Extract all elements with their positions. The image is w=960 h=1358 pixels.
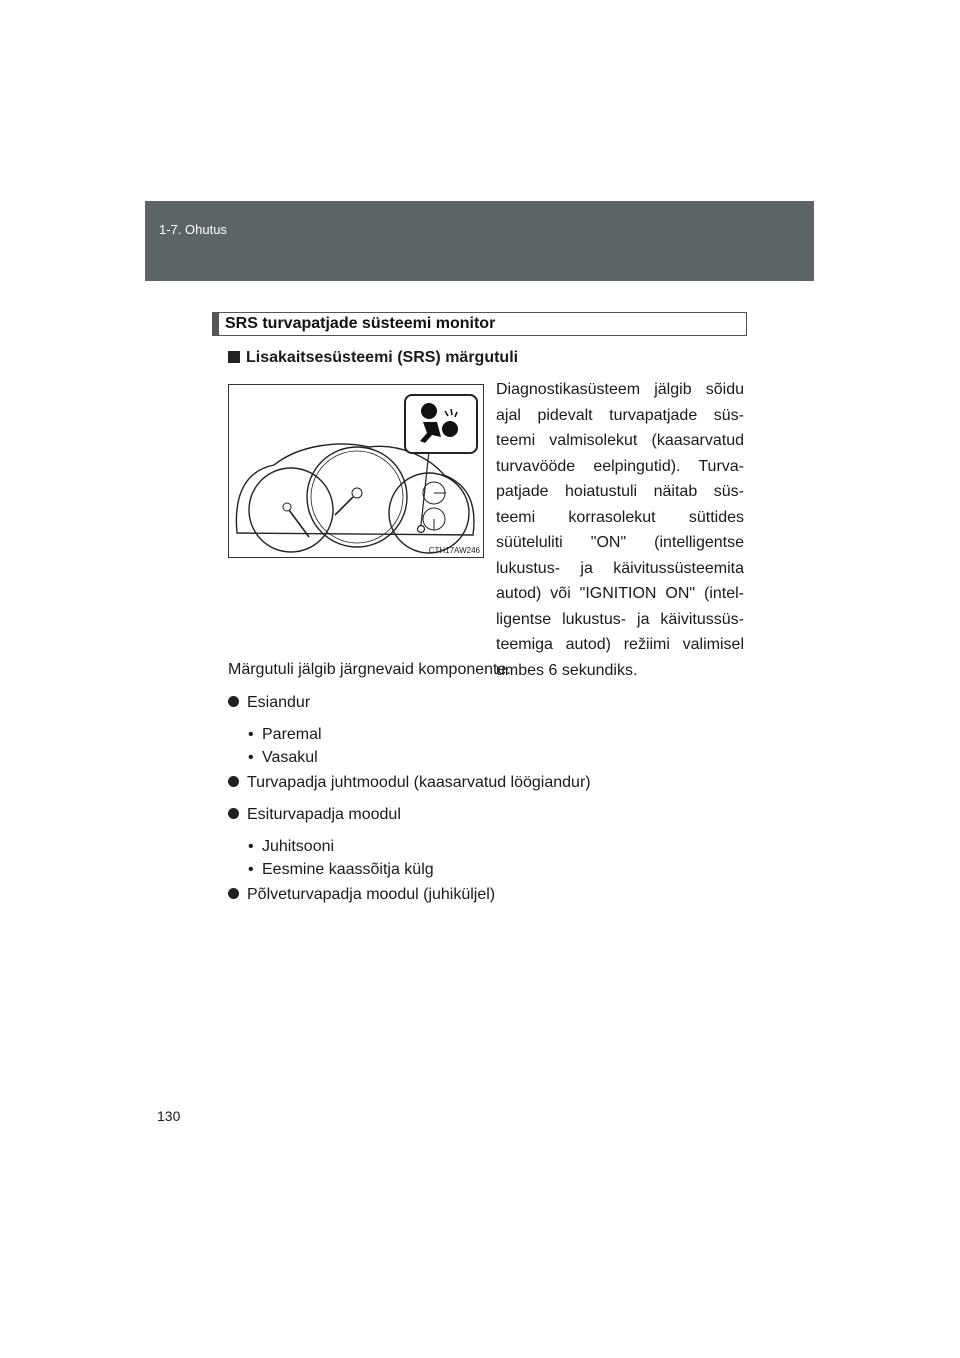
list-item-label: Esiturvapadja moodul — [247, 806, 401, 823]
sub-list-item-label: Juhitsooni — [262, 838, 335, 855]
sub-list-item-label: Paremal — [262, 726, 322, 743]
chapter-label: 1-7. Ohutus — [159, 222, 227, 237]
list-item — [228, 774, 591, 792]
bullet-icon — [228, 888, 239, 899]
sub-list-item: • Juhitsooni — [248, 838, 335, 855]
chapter-header-band — [145, 201, 814, 281]
sub-list-item: • Paremal — [248, 726, 322, 743]
section-title: SRS turvapatjade süsteemi monitor — [225, 315, 496, 332]
sub-list-item-label: Vasakul — [262, 749, 318, 766]
subheading — [228, 349, 518, 367]
list-item-label: Turvapadja juhtmoodul (kaasarvatud löögiandur) — [247, 774, 591, 791]
sub-list-item: • Eesmine kaassõitja külg — [248, 861, 434, 878]
square-bullet-icon — [228, 351, 240, 363]
figure-code: CTH17AW246 — [428, 546, 480, 555]
instrument-cluster-illustration — [229, 385, 485, 559]
bullet-icon — [228, 776, 239, 787]
bullet-icon — [228, 696, 239, 707]
bullet-icon — [228, 808, 239, 819]
description-paragraph: Diagnostikasüsteem jälgib sõidu ajal pidevalt turvapatjade süs-teemi valmisolekut (kaasarvatud turvavööde eelpingutid). Turva-patjade hoiatustuli näitab süs-teemi korrasolekut süttides süüteluliti "ON" (intelligentse lukustus- ja käivitussüsteemita autod) või "IGNITION ON" (intel-ligentse lukustus- ja käivitussüs-teemiga autod) režiimi valimisel umbes 6 sekundiks. — [496, 381, 744, 679]
section-title-box — [212, 312, 747, 336]
subheading-text: Lisakaitsesüsteemi (SRS) märgutuli — [246, 349, 519, 366]
intro-text: Märgutuli jälgib järgnevaid komponente. — [228, 661, 511, 678]
page-number: 130 — [157, 1108, 181, 1124]
instrument-cluster-figure — [228, 384, 484, 558]
list-item — [228, 694, 310, 712]
list-item-label: Põlveturvapadja moodul (juhiküljel) — [247, 886, 496, 903]
sub-list-item: • Vasakul — [248, 749, 318, 766]
sub-list-item-label: Eesmine kaassõitja külg — [262, 861, 434, 878]
list-item-label: Esiandur — [247, 694, 311, 711]
list-item — [228, 806, 401, 824]
section-title-bar — [213, 313, 219, 335]
list-item — [228, 886, 495, 904]
